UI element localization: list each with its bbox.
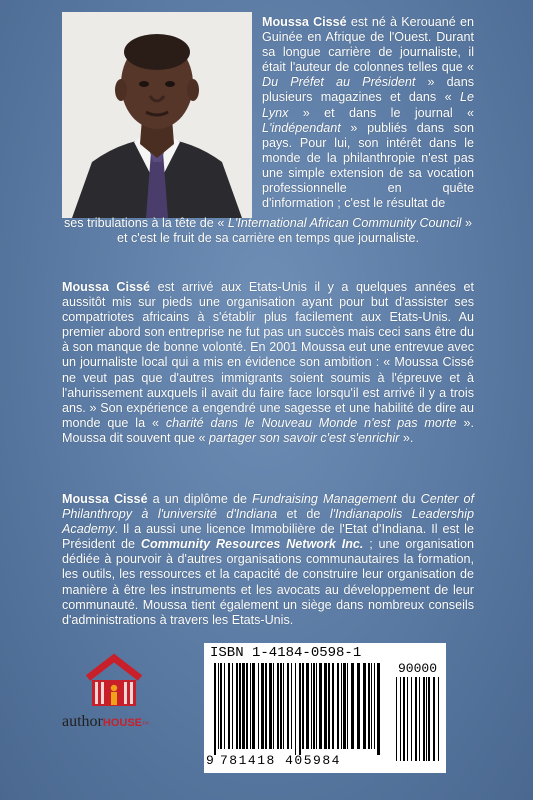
bio-paragraph-2: Moussa Cissé est arrivé aux Etats-Unis il y a quelques années et aussitôt mis sur pieds une organisation ayant pour but d'assister ses compatriotes africains à s'établir plus facilement aux Etats-Unis. Au premier abord son entreprise ne fut pas un succès mais ceci sans être du à son manque de bonne volonté. En 2001 Moussa eut une entrevue avec un journaliste local qui a mis en évidence son ambition : « Moussa Cissé ne veut pas que d'autres immigrants soient soumis à l'épreuve et à l'ahurissement auxquels il avait du faire face lorsqu'il est arrivé il y a trois ans. » Son expérience a engendré une sagesse et une habilité de dire au monde que la « charité dans le Nouveau Monde n'est pas morte ». Moussa dit souvent que « partager son savoir c'est s'enrichir ».: [62, 280, 474, 445]
publisher-logo: [62, 650, 180, 730]
isbn-number: ISBN 1-4184-0598-1: [210, 645, 362, 661]
isbn-barcode: [204, 643, 446, 773]
bio-paragraph-1-continued: ses tribulations à la tête de « L'International African Community Council » et c'est le fruit de sa carrière en temps que journaliste.: [64, 216, 472, 246]
author-name: Moussa Cissé: [262, 15, 347, 29]
author-photo-illustration: [62, 12, 252, 218]
price-code: 90000: [398, 661, 438, 676]
publisher-name: authorHOUSE™: [62, 713, 149, 730]
author-name: Moussa Cissé: [62, 280, 151, 294]
organization-name: Community Resources Network Inc.: [140, 537, 364, 552]
ean-first-digit: 9: [206, 753, 214, 768]
author-photo: [62, 12, 252, 218]
bio-paragraph-3: Moussa Cissé a un diplôme de Fundraising Management du Center of Philanthropy à l'université d'Indiana et de l'Indianapolis Leadership Academy. Il a aussi une licence Immobilière de l'Etat d'Indiana. Il est le Président de Community Resources Network Inc. ; une organisation dédiée à pourvoir à d'autres organisations communautaires la formation, les outils, les ressources et la capacité de construire leur organisation de manière à être les instruments et les avocats au développement de leur communauté. Moussa tient également un siège dans nombreux conseils d'administrations à travers les Etats-Unis.: [62, 492, 475, 627]
author-name: Moussa Cissé: [62, 492, 148, 506]
bio-paragraph-1: Moussa Cissé est né à Kerouané en Guinée en Afrique de l'Ouest. Durant sa longue carrière de journaliste, il était l'auteur de colonnes telles que « Du Préfet au Président » dans plusieurs magazines et dans « Le Lynx » et dans le journal « L'indépendant » publiés dans son pays. Pour lui, son intérêt dans le monde de la philanthropie n'est pas une simple extension de sa vocation professionnelle en quête d'information ; c'est le résultat de: [262, 15, 474, 211]
publisher-house-icon: [62, 650, 180, 730]
ean-digits: 781418 405984: [220, 753, 341, 768]
